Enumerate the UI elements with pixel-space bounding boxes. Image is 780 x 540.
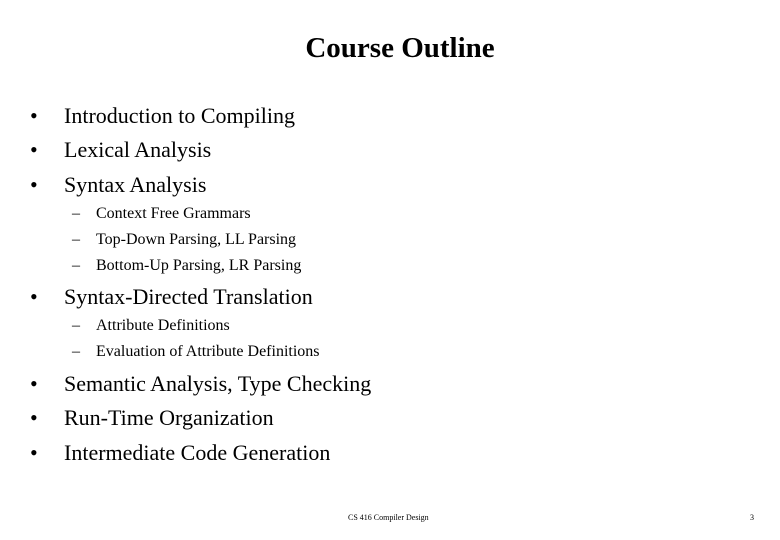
- list-item-text: Syntax Analysis: [64, 172, 207, 197]
- sub-list-item-text: Context Free Grammars: [96, 205, 251, 222]
- sub-list-item: [72, 316, 230, 336]
- sub-list-item: [72, 342, 320, 362]
- sub-list-item: [72, 230, 296, 250]
- list-item: [30, 371, 371, 397]
- bullet-marker: •: [30, 405, 38, 430]
- bullet-marker: •: [30, 284, 38, 309]
- list-item-text: Intermediate Code Generation: [64, 440, 331, 465]
- sub-list-item-text: Top-Down Parsing, LL Parsing: [96, 231, 297, 248]
- list-item: [30, 440, 330, 466]
- bullet-marker: •: [30, 103, 38, 128]
- list-item-text: Lexical Analysis: [64, 137, 212, 162]
- bullet-marker: •: [30, 440, 38, 465]
- bullet-marker: •: [30, 172, 38, 197]
- footer-page-number: 3: [750, 513, 754, 522]
- list-item: [30, 137, 211, 163]
- sub-bullet-marker: –: [72, 317, 80, 334]
- sub-bullet-marker: –: [72, 257, 80, 274]
- sub-list-item-text: Bottom-Up Parsing, LR Parsing: [96, 257, 302, 274]
- sub-bullet-marker: –: [72, 343, 80, 360]
- list-item: [30, 172, 206, 198]
- list-item: [30, 405, 274, 431]
- bullet-marker: •: [30, 371, 38, 396]
- list-item: [30, 284, 313, 310]
- slide-title: Course Outline: [305, 32, 495, 64]
- list-item-text: Run-Time Organization: [64, 405, 274, 430]
- list-item-text: Syntax-Directed Translation: [64, 284, 313, 309]
- sub-list-item-text: Evaluation of Attribute Definitions: [96, 343, 320, 360]
- sub-bullet-marker: –: [72, 205, 80, 222]
- list-item-text: Semantic Analysis, Type Checking: [64, 371, 372, 396]
- footer-course-name: CS 416 Compiler Design: [348, 513, 429, 522]
- sub-list-item: [72, 204, 251, 224]
- sub-list-item: [72, 256, 301, 276]
- sub-bullet-marker: –: [72, 231, 80, 248]
- list-item: [30, 103, 295, 129]
- list-item-text: Introduction to Compiling: [64, 103, 295, 128]
- bullet-marker: •: [30, 137, 38, 162]
- sub-list-item-text: Attribute Definitions: [96, 317, 230, 334]
